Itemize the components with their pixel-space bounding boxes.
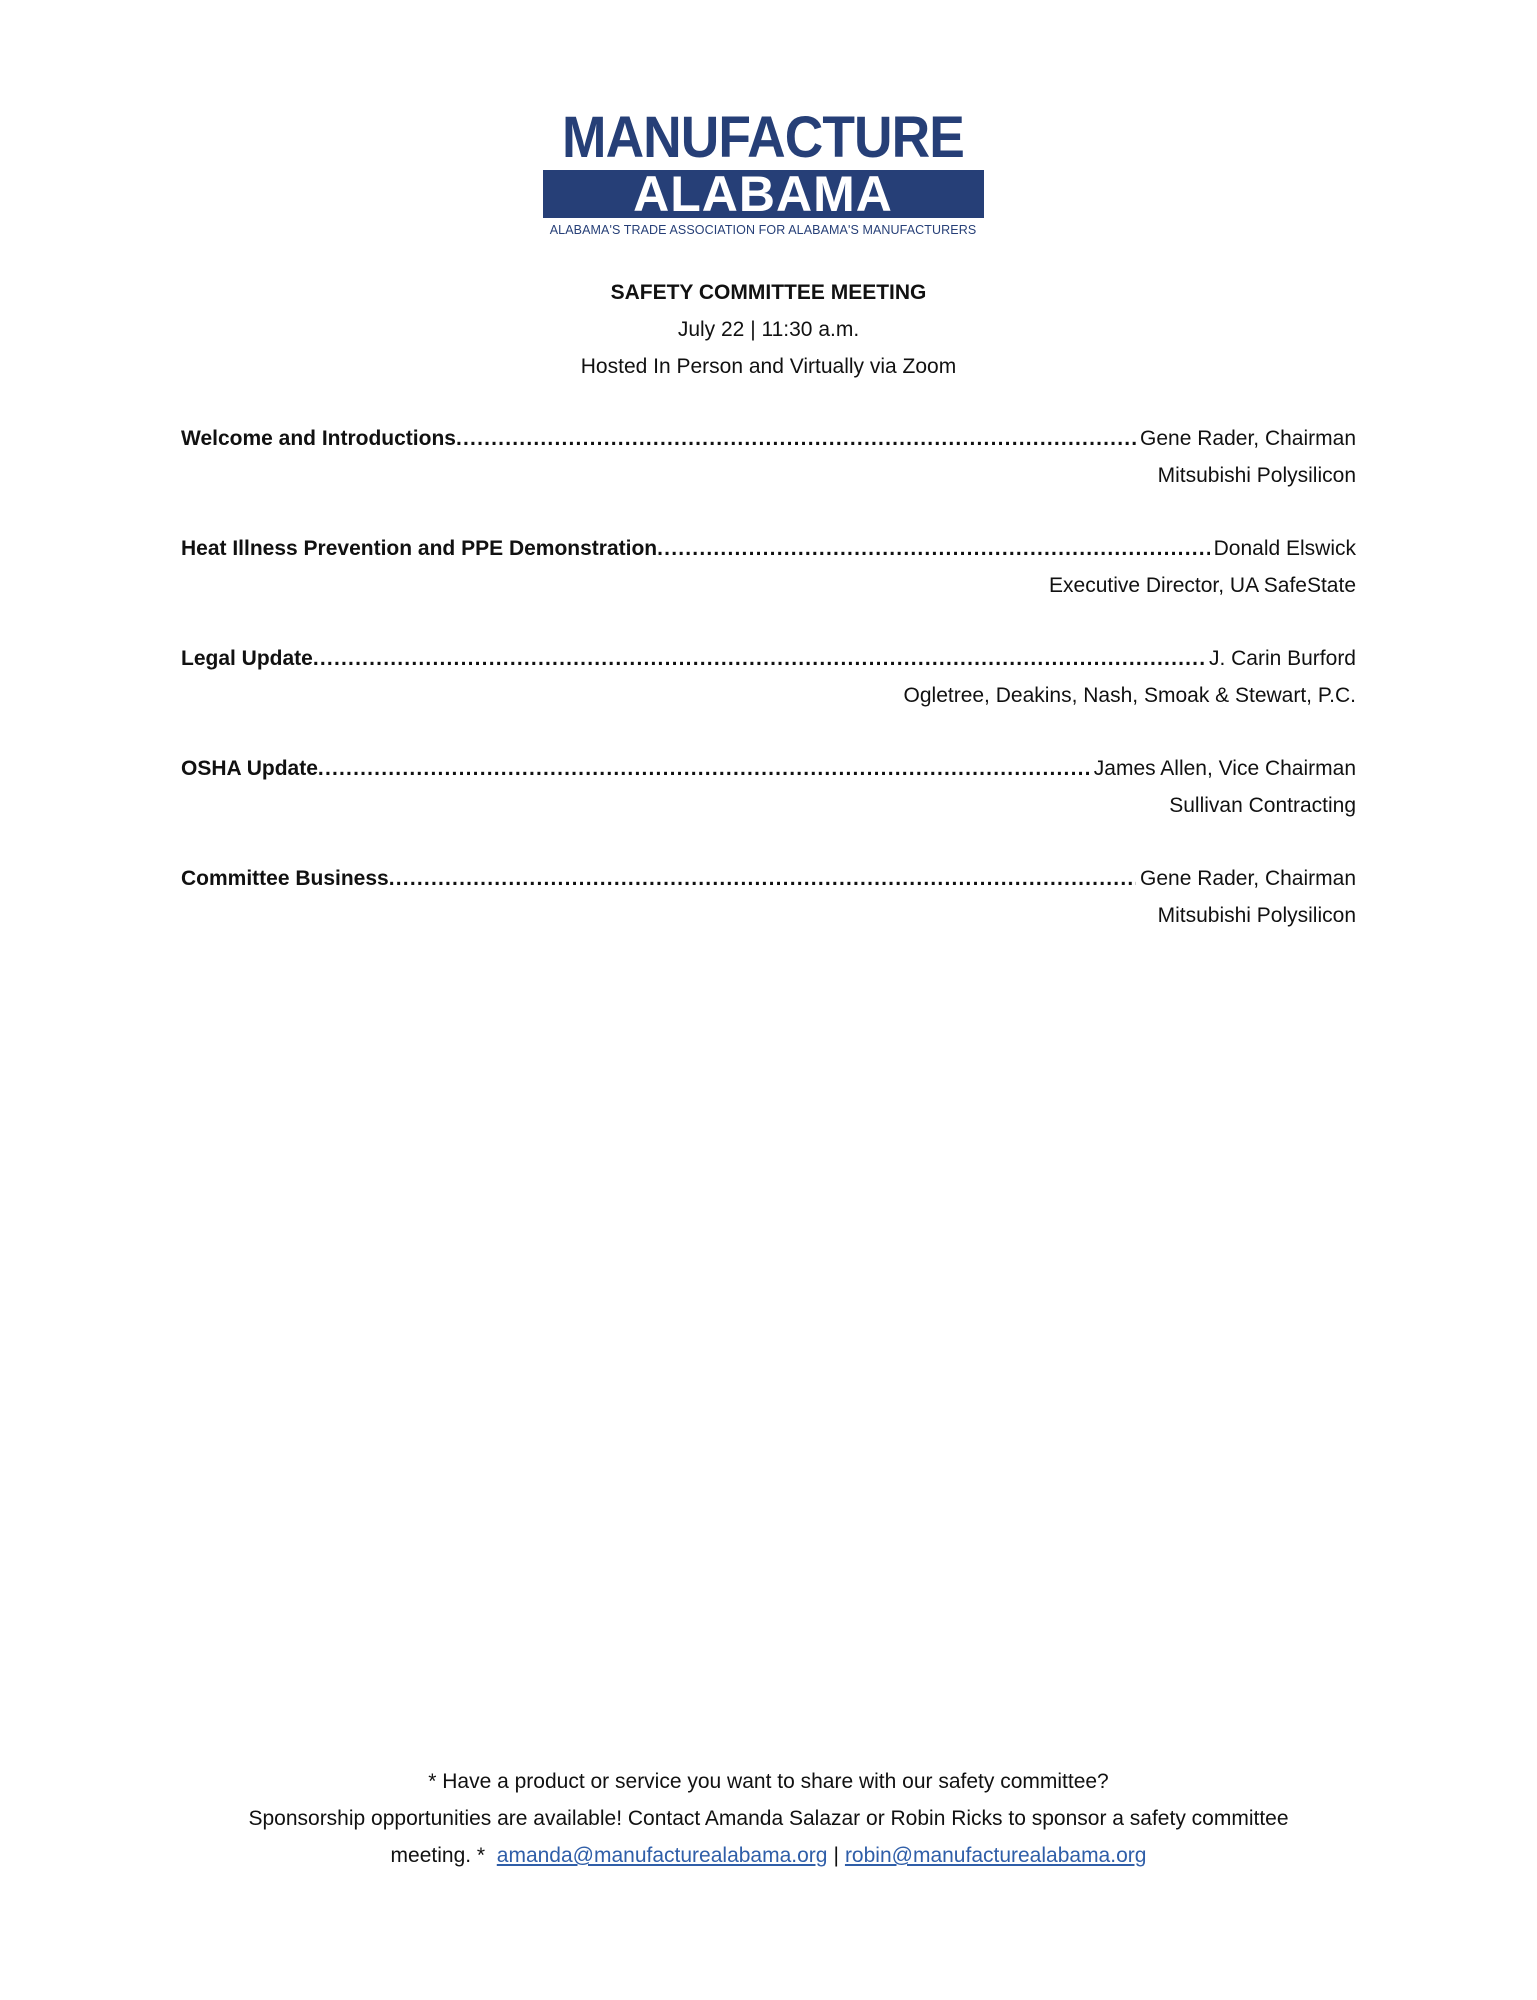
agenda-topic: OSHA Update [181,757,318,780]
agenda-organization: Executive Director, UA SafeState [1049,574,1356,597]
agenda-topic: Welcome and Introductions [181,427,456,450]
footer-line-2: Sponsorship opportunities are available! Contact Amanda Salazar or Robin Ricks to sponsor a safety committee [248,1807,1289,1830]
email-link-amanda[interactable]: amanda@manufacturealabama.org [496,1844,828,1867]
agenda-organization: Ogletree, Deakins, Nash, Smoak & Stewart, P.C. [903,684,1356,707]
logo-wordmark-top: MANUFACTURE [562,105,964,170]
email-separator: | [833,1844,839,1867]
agenda-speaker: J. Carin Burford [1208,647,1356,670]
footer-line-3 [0,1837,1537,1874]
dot-leader [389,860,1136,897]
dot-leader [318,750,1090,787]
agenda-item [181,750,1356,860]
agenda-topic: Heat Illness Prevention and PPE Demonstration [181,537,658,560]
meeting-location: Hosted In Person and Virtually via Zoom [580,355,957,378]
meeting-header [0,274,1537,385]
logo-tagline: ALABAMA'S TRADE ASSOCIATION FOR ALABAMA'S MANUFACTURERS [549,223,977,237]
footer-line-1: * Have a product or service you want to share with our safety committee? [428,1770,1109,1793]
footer-line-3-prefix: meeting. * [390,1844,486,1867]
agenda-speaker: Donald Elswick [1213,537,1356,560]
agenda-item [181,860,1356,970]
agenda-speaker: Gene Rader, Chairman [1140,427,1356,450]
sponsorship-footer [0,1763,1537,1874]
dot-leader [313,640,1205,677]
agenda-topic: Committee Business [181,867,389,890]
agenda-organization: Mitsubishi Polysilicon [1157,904,1356,927]
dot-leader [456,420,1136,457]
agenda-speaker: Gene Rader, Chairman [1140,867,1356,890]
agenda-item [181,640,1356,750]
meeting-date-time: July 22 | 11:30 a.m. [677,318,860,341]
meeting-title: SAFETY COMMITTEE MEETING [610,281,927,304]
agenda-organization: Mitsubishi Polysilicon [1157,464,1356,487]
agenda-organization: Sullivan Contracting [1169,794,1356,817]
logo-wordmark-bar: ALABAMA [543,170,984,218]
dot-leader [657,530,1209,567]
agenda-topic: Legal Update [181,647,313,670]
agenda-item [181,530,1356,640]
agenda-speaker: James Allen, Vice Chairman [1093,757,1356,780]
agenda-item [181,420,1356,530]
email-link-robin[interactable]: robin@manufacturealabama.org [844,1844,1147,1867]
agenda-list [181,420,1356,970]
manufacture-alabama-logo [538,105,988,237]
